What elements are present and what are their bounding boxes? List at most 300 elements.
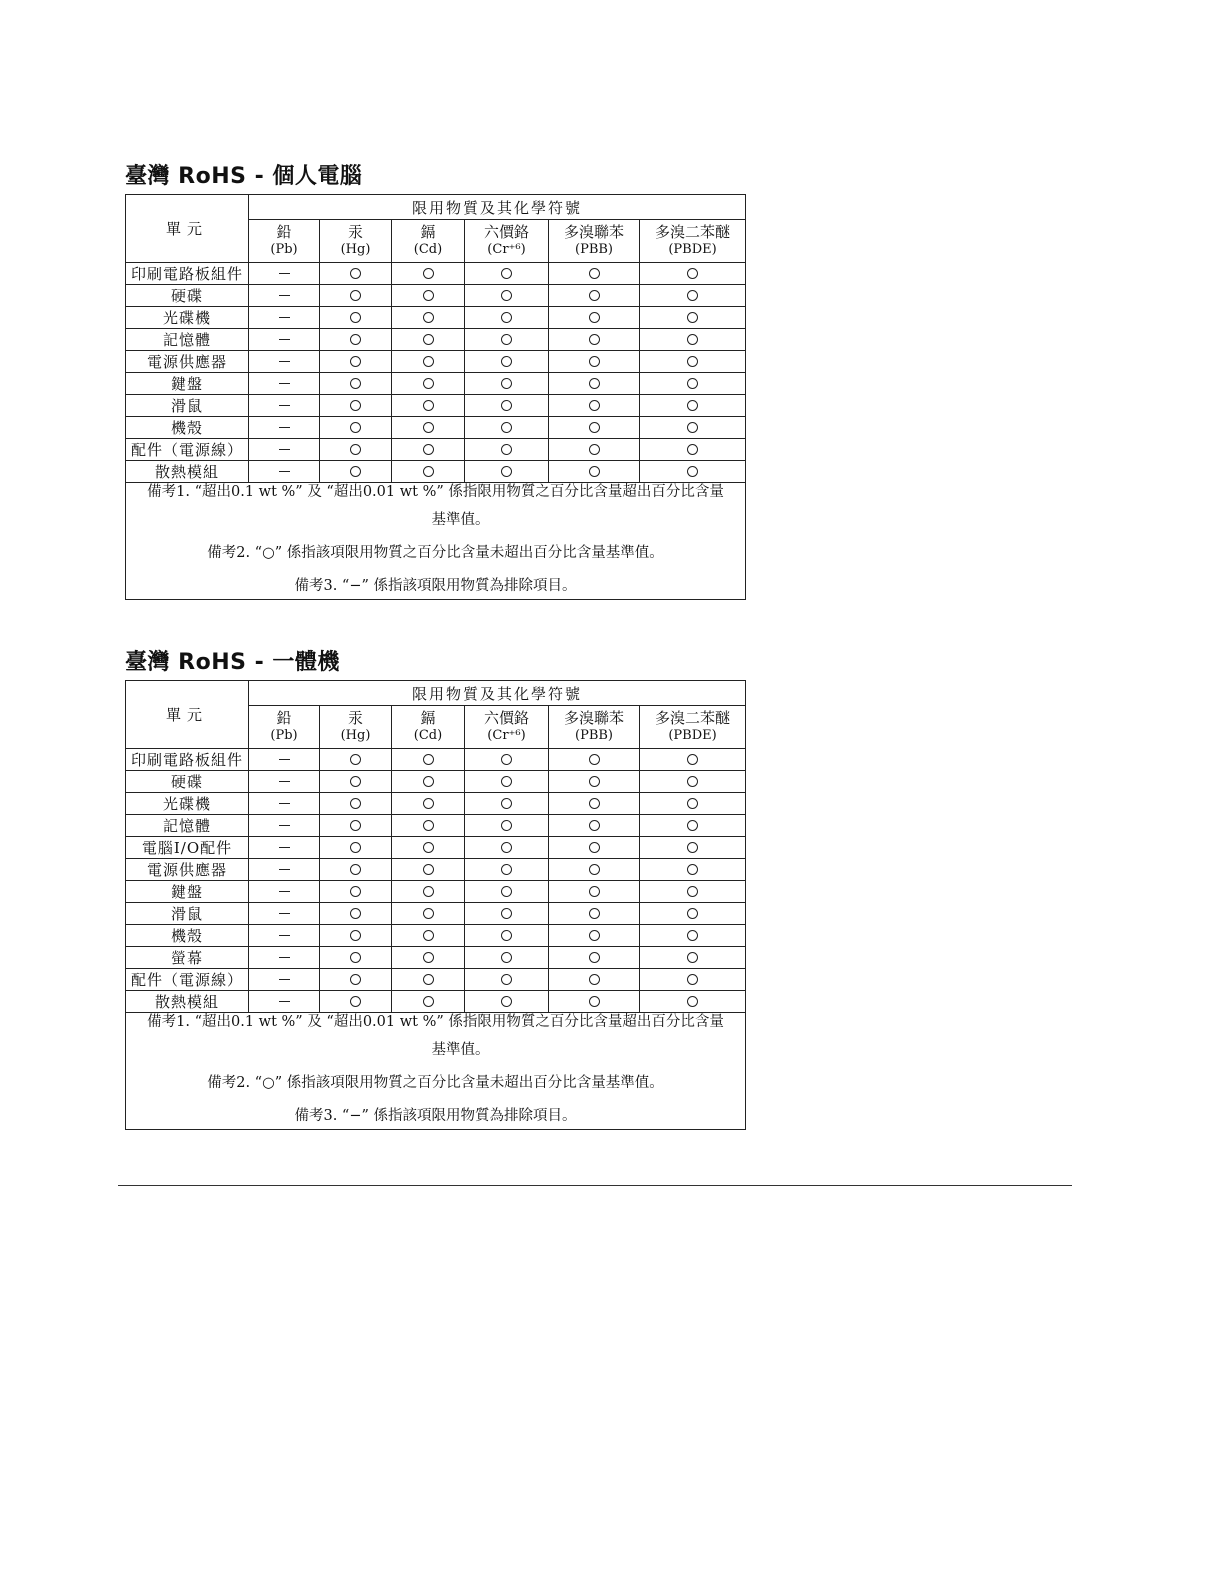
substance-cell — [320, 837, 392, 859]
not-exceeding-mark — [687, 356, 698, 367]
substance-cell — [320, 969, 392, 991]
substance-cell — [249, 395, 320, 417]
not-exceeding-mark — [501, 864, 512, 875]
rohs-table — [125, 194, 746, 600]
substance-cell — [392, 439, 465, 461]
substance-cell — [392, 947, 465, 969]
not-exceeding-mark — [589, 974, 600, 985]
unit-name: 硬碟 — [126, 285, 249, 307]
not-exceeding-mark — [687, 864, 698, 875]
notes-cell — [126, 483, 746, 600]
table-row — [126, 395, 746, 417]
not-exceeding-mark — [350, 776, 361, 787]
unit-column-header: 單元 — [126, 681, 249, 749]
unit-column-header: 單元 — [126, 195, 249, 263]
substance-cell — [249, 793, 320, 815]
not-exceeding-mark — [350, 400, 361, 411]
substance-cell — [640, 903, 746, 925]
substance-name: 多溴聯苯 — [563, 223, 624, 241]
not-exceeding-mark — [423, 334, 434, 345]
exempt-mark — [279, 361, 290, 362]
table-row — [126, 771, 746, 793]
substance-symbol: (Cd) — [413, 728, 443, 743]
not-exceeding-mark — [589, 378, 600, 389]
substance-cell — [549, 947, 640, 969]
not-exceeding-mark — [423, 952, 434, 963]
substance-cell — [640, 439, 746, 461]
exempt-mark — [279, 339, 290, 340]
note — [126, 544, 745, 562]
substance-cell — [549, 329, 640, 351]
substance-cell — [320, 881, 392, 903]
not-exceeding-mark — [501, 974, 512, 985]
substance-name: 六價鉻 — [483, 223, 529, 241]
substance-cell — [549, 395, 640, 417]
note — [126, 1107, 745, 1125]
substance-cell — [549, 749, 640, 771]
not-exceeding-mark — [687, 930, 698, 941]
not-exceeding-mark — [501, 334, 512, 345]
table-row — [126, 351, 746, 373]
substance-cell — [320, 329, 392, 351]
substance-cell — [549, 263, 640, 285]
substance-cell — [392, 881, 465, 903]
not-exceeding-mark — [687, 842, 698, 853]
unit-name: 電源供應器 — [126, 351, 249, 373]
not-exceeding-mark — [501, 798, 512, 809]
substance-cell — [320, 903, 392, 925]
substance-cell — [640, 285, 746, 307]
substance-cell — [549, 859, 640, 881]
not-exceeding-mark — [589, 820, 600, 831]
table-row — [126, 461, 746, 483]
table-row — [126, 947, 746, 969]
not-exceeding-mark — [423, 820, 434, 831]
not-exceeding-mark — [350, 334, 361, 345]
rohs-section-all-in-one — [125, 646, 747, 1130]
substance-cell — [392, 285, 465, 307]
not-exceeding-mark — [350, 290, 361, 301]
substance-cell — [640, 263, 746, 285]
substance-cell — [549, 373, 640, 395]
unit-name: 光碟機 — [126, 793, 249, 815]
substance-cell — [392, 395, 465, 417]
not-exceeding-mark — [350, 466, 361, 477]
not-exceeding-mark — [589, 334, 600, 345]
substance-cell — [465, 947, 549, 969]
substance-cell — [640, 749, 746, 771]
not-exceeding-mark — [589, 864, 600, 875]
substance-symbol: (PBDE) — [668, 242, 717, 257]
substance-cell — [549, 417, 640, 439]
exempt-mark — [279, 891, 290, 892]
unit-name: 配件（電源線） — [126, 969, 249, 991]
substance-cell — [392, 749, 465, 771]
not-exceeding-mark — [423, 754, 434, 765]
substance-cell — [320, 815, 392, 837]
substance-name: 汞 — [347, 223, 363, 241]
note — [126, 1074, 745, 1092]
note — [126, 577, 745, 595]
substance-name: 鎘 — [420, 223, 436, 241]
not-exceeding-mark — [501, 422, 512, 433]
exempt-mark — [279, 825, 290, 826]
substance-cell — [320, 925, 392, 947]
not-exceeding-mark — [589, 444, 600, 455]
exempt-mark — [279, 913, 290, 914]
not-exceeding-mark — [501, 378, 512, 389]
substance-cell — [465, 881, 549, 903]
notes-cell — [126, 1013, 746, 1130]
substance-symbol: (Cd) — [413, 242, 443, 257]
substance-cell — [465, 285, 549, 307]
not-exceeding-mark — [350, 268, 361, 279]
not-exceeding-mark — [501, 908, 512, 919]
substance-name: 鎘 — [420, 709, 436, 727]
substance-cell — [465, 793, 549, 815]
substance-cell — [392, 263, 465, 285]
not-exceeding-mark — [350, 798, 361, 809]
substance-cell — [640, 991, 746, 1013]
not-exceeding-mark — [687, 798, 698, 809]
note-text: 備考3. “−” 係指該項限用物質為排除項目。 — [294, 578, 577, 594]
table-row — [126, 925, 746, 947]
not-exceeding-mark — [501, 356, 512, 367]
not-exceeding-mark — [350, 312, 361, 323]
not-exceeding-mark — [423, 400, 434, 411]
substance-cell — [249, 837, 320, 859]
substance-header — [549, 220, 640, 263]
substance-cell — [320, 285, 392, 307]
substance-header — [392, 220, 465, 263]
substance-symbol: (Pb) — [270, 728, 298, 743]
unit-name: 電源供應器 — [126, 859, 249, 881]
not-exceeding-mark — [501, 466, 512, 477]
substance-name: 鉛 — [276, 223, 292, 241]
substance-symbol: (PBB) — [575, 242, 613, 257]
not-exceeding-mark — [423, 422, 434, 433]
substance-cell — [249, 461, 320, 483]
not-exceeding-mark — [589, 930, 600, 941]
substance-cell — [249, 307, 320, 329]
not-exceeding-mark — [687, 952, 698, 963]
table-row — [126, 815, 746, 837]
substance-symbol: (Cr⁺⁶) — [487, 728, 526, 743]
not-exceeding-mark — [350, 864, 361, 875]
note-text: 備考1. “超出0.1 wt %” 及 “超出0.01 wt %” 係指限用物質之百分比含量超出百分比含量 — [147, 1014, 724, 1030]
substance-cell — [392, 373, 465, 395]
substance-cell — [549, 881, 640, 903]
substances-group-header: 限用物質及其化學符號 — [249, 195, 746, 220]
substance-cell — [392, 925, 465, 947]
not-exceeding-mark — [687, 268, 698, 279]
section-title: 臺灣 RoHS - 一體機 — [125, 650, 340, 675]
table-row — [126, 793, 746, 815]
note — [126, 1013, 745, 1059]
table-row — [126, 373, 746, 395]
substance-cell — [249, 947, 320, 969]
substance-cell — [465, 925, 549, 947]
substance-cell — [465, 837, 549, 859]
substance-cell — [249, 417, 320, 439]
substance-cell — [640, 417, 746, 439]
exempt-mark — [279, 935, 290, 936]
substance-cell — [549, 925, 640, 947]
substance-cell — [640, 351, 746, 373]
exempt-mark — [279, 781, 290, 782]
not-exceeding-mark — [687, 776, 698, 787]
substance-cell — [320, 461, 392, 483]
substance-cell — [249, 903, 320, 925]
not-exceeding-mark — [687, 996, 698, 1007]
unit-name: 鍵盤 — [126, 373, 249, 395]
substance-cell — [249, 881, 320, 903]
unit-name: 電腦I/O配件 — [126, 837, 249, 859]
not-exceeding-mark — [423, 776, 434, 787]
not-exceeding-mark — [589, 400, 600, 411]
not-exceeding-mark — [687, 974, 698, 985]
not-exceeding-mark — [423, 268, 434, 279]
not-exceeding-mark — [589, 776, 600, 787]
unit-name: 滑鼠 — [126, 395, 249, 417]
substance-cell — [640, 881, 746, 903]
substance-cell — [392, 991, 465, 1013]
substance-cell — [392, 461, 465, 483]
not-exceeding-mark — [423, 312, 434, 323]
not-exceeding-mark — [350, 908, 361, 919]
not-exceeding-mark — [501, 754, 512, 765]
unit-name: 配件（電源線） — [126, 439, 249, 461]
unit-name: 機殼 — [126, 925, 249, 947]
exempt-mark — [279, 979, 290, 980]
substance-cell — [640, 771, 746, 793]
substance-name: 多溴聯苯 — [563, 709, 624, 727]
substance-header — [465, 706, 549, 749]
table-row — [126, 881, 746, 903]
not-exceeding-mark — [423, 444, 434, 455]
unit-name: 印刷電路板組件 — [126, 749, 249, 771]
not-exceeding-mark — [589, 312, 600, 323]
not-exceeding-mark — [501, 820, 512, 831]
not-exceeding-mark — [589, 422, 600, 433]
notes-row — [126, 483, 746, 600]
not-exceeding-mark — [589, 466, 600, 477]
note-continuation: 基準值。 — [431, 512, 490, 528]
not-exceeding-mark — [687, 290, 698, 301]
substance-cell — [249, 373, 320, 395]
not-exceeding-mark — [687, 444, 698, 455]
not-exceeding-mark — [350, 820, 361, 831]
section-title: 臺灣 RoHS - 個人電腦 — [125, 164, 363, 189]
substance-header — [640, 706, 746, 749]
substance-cell — [549, 991, 640, 1013]
substance-cell — [320, 793, 392, 815]
table-row — [126, 417, 746, 439]
substance-cell — [392, 771, 465, 793]
substance-cell — [320, 991, 392, 1013]
not-exceeding-mark — [589, 356, 600, 367]
table-row — [126, 263, 746, 285]
substances-group-header: 限用物質及其化學符號 — [249, 681, 746, 706]
table-row — [126, 749, 746, 771]
substance-symbol: (Pb) — [270, 242, 298, 257]
exempt-mark — [279, 449, 290, 450]
substance-cell — [465, 395, 549, 417]
exempt-mark — [279, 803, 290, 804]
unit-name: 機殼 — [126, 417, 249, 439]
unit-name: 印刷電路板組件 — [126, 263, 249, 285]
substance-cell — [640, 947, 746, 969]
exempt-mark — [279, 295, 290, 296]
table-row — [126, 991, 746, 1013]
substance-symbol: (Hg) — [340, 242, 371, 257]
substance-name: 多溴二苯醚 — [655, 223, 731, 241]
not-exceeding-mark — [350, 378, 361, 389]
substance-cell — [465, 417, 549, 439]
substance-cell — [392, 837, 465, 859]
unit-name: 記憶體 — [126, 329, 249, 351]
substance-cell — [320, 859, 392, 881]
substance-cell — [320, 307, 392, 329]
not-exceeding-mark — [589, 290, 600, 301]
not-exceeding-mark — [350, 952, 361, 963]
substance-cell — [465, 439, 549, 461]
not-exceeding-mark — [501, 996, 512, 1007]
substance-header — [249, 220, 320, 263]
not-exceeding-mark — [350, 996, 361, 1007]
not-exceeding-mark — [423, 798, 434, 809]
substance-cell — [640, 969, 746, 991]
not-exceeding-mark — [687, 400, 698, 411]
not-exceeding-mark — [687, 908, 698, 919]
note-text: 備考2. “○” 係指該項限用物質之百分比含量未超出百分比含量基準值。 — [207, 545, 664, 561]
notes-row — [126, 1013, 746, 1130]
substance-cell — [320, 417, 392, 439]
substance-cell — [549, 969, 640, 991]
not-exceeding-mark — [687, 466, 698, 477]
unit-name: 鍵盤 — [126, 881, 249, 903]
not-exceeding-mark — [501, 930, 512, 941]
substance-cell — [249, 749, 320, 771]
substance-cell — [320, 351, 392, 373]
substance-cell — [249, 925, 320, 947]
not-exceeding-mark — [589, 908, 600, 919]
not-exceeding-mark — [423, 356, 434, 367]
unit-name: 光碟機 — [126, 307, 249, 329]
horizontal-divider — [118, 1185, 1072, 1186]
table-row — [126, 837, 746, 859]
substance-header — [320, 220, 392, 263]
substance-cell — [392, 969, 465, 991]
substance-cell — [640, 461, 746, 483]
not-exceeding-mark — [687, 334, 698, 345]
not-exceeding-mark — [350, 754, 361, 765]
not-exceeding-mark — [589, 754, 600, 765]
not-exceeding-mark — [423, 290, 434, 301]
exempt-mark — [279, 869, 290, 870]
substance-cell — [465, 969, 549, 991]
exempt-mark — [279, 317, 290, 318]
table-row — [126, 969, 746, 991]
substance-cell — [392, 351, 465, 373]
not-exceeding-mark — [687, 886, 698, 897]
not-exceeding-mark — [423, 378, 434, 389]
substance-cell — [392, 859, 465, 881]
note-text: 備考3. “−” 係指該項限用物質為排除項目。 — [294, 1108, 577, 1124]
not-exceeding-mark — [423, 908, 434, 919]
table-row — [126, 439, 746, 461]
note — [126, 483, 745, 529]
substance-cell — [640, 329, 746, 351]
substance-symbol: (Cr⁺⁶) — [487, 242, 526, 257]
substance-header — [320, 706, 392, 749]
substance-cell — [549, 461, 640, 483]
substance-cell — [549, 815, 640, 837]
exempt-mark — [279, 1001, 290, 1002]
not-exceeding-mark — [687, 312, 698, 323]
not-exceeding-mark — [501, 952, 512, 963]
exempt-mark — [279, 273, 290, 274]
not-exceeding-mark — [501, 444, 512, 455]
exempt-mark — [279, 957, 290, 958]
substance-cell — [549, 307, 640, 329]
substance-cell — [640, 859, 746, 881]
table-row — [126, 903, 746, 925]
unit-name: 記憶體 — [126, 815, 249, 837]
substance-symbol: (PBB) — [575, 728, 613, 743]
substance-cell — [249, 329, 320, 351]
substance-cell — [249, 991, 320, 1013]
not-exceeding-mark — [350, 842, 361, 853]
substance-cell — [465, 307, 549, 329]
substance-header — [640, 220, 746, 263]
not-exceeding-mark — [589, 886, 600, 897]
not-exceeding-mark — [350, 422, 361, 433]
not-exceeding-mark — [589, 268, 600, 279]
substance-cell — [549, 793, 640, 815]
substance-cell — [640, 793, 746, 815]
not-exceeding-mark — [350, 930, 361, 941]
substance-header — [549, 706, 640, 749]
substance-name: 六價鉻 — [483, 709, 529, 727]
unit-name: 螢幕 — [126, 947, 249, 969]
substance-cell — [465, 373, 549, 395]
not-exceeding-mark — [501, 776, 512, 787]
not-exceeding-mark — [687, 422, 698, 433]
not-exceeding-mark — [350, 886, 361, 897]
substance-cell — [549, 837, 640, 859]
substance-header — [392, 706, 465, 749]
not-exceeding-mark — [501, 268, 512, 279]
not-exceeding-mark — [423, 886, 434, 897]
substance-cell — [392, 417, 465, 439]
not-exceeding-mark — [423, 466, 434, 477]
not-exceeding-mark — [687, 754, 698, 765]
substance-cell — [465, 903, 549, 925]
substance-cell — [640, 815, 746, 837]
table-row — [126, 285, 746, 307]
substance-cell — [549, 771, 640, 793]
substance-name: 鉛 — [276, 709, 292, 727]
substance-cell — [465, 461, 549, 483]
substance-cell — [465, 771, 549, 793]
substance-cell — [249, 859, 320, 881]
substance-cell — [249, 263, 320, 285]
not-exceeding-mark — [501, 842, 512, 853]
substance-cell — [320, 263, 392, 285]
substance-cell — [392, 329, 465, 351]
not-exceeding-mark — [350, 356, 361, 367]
